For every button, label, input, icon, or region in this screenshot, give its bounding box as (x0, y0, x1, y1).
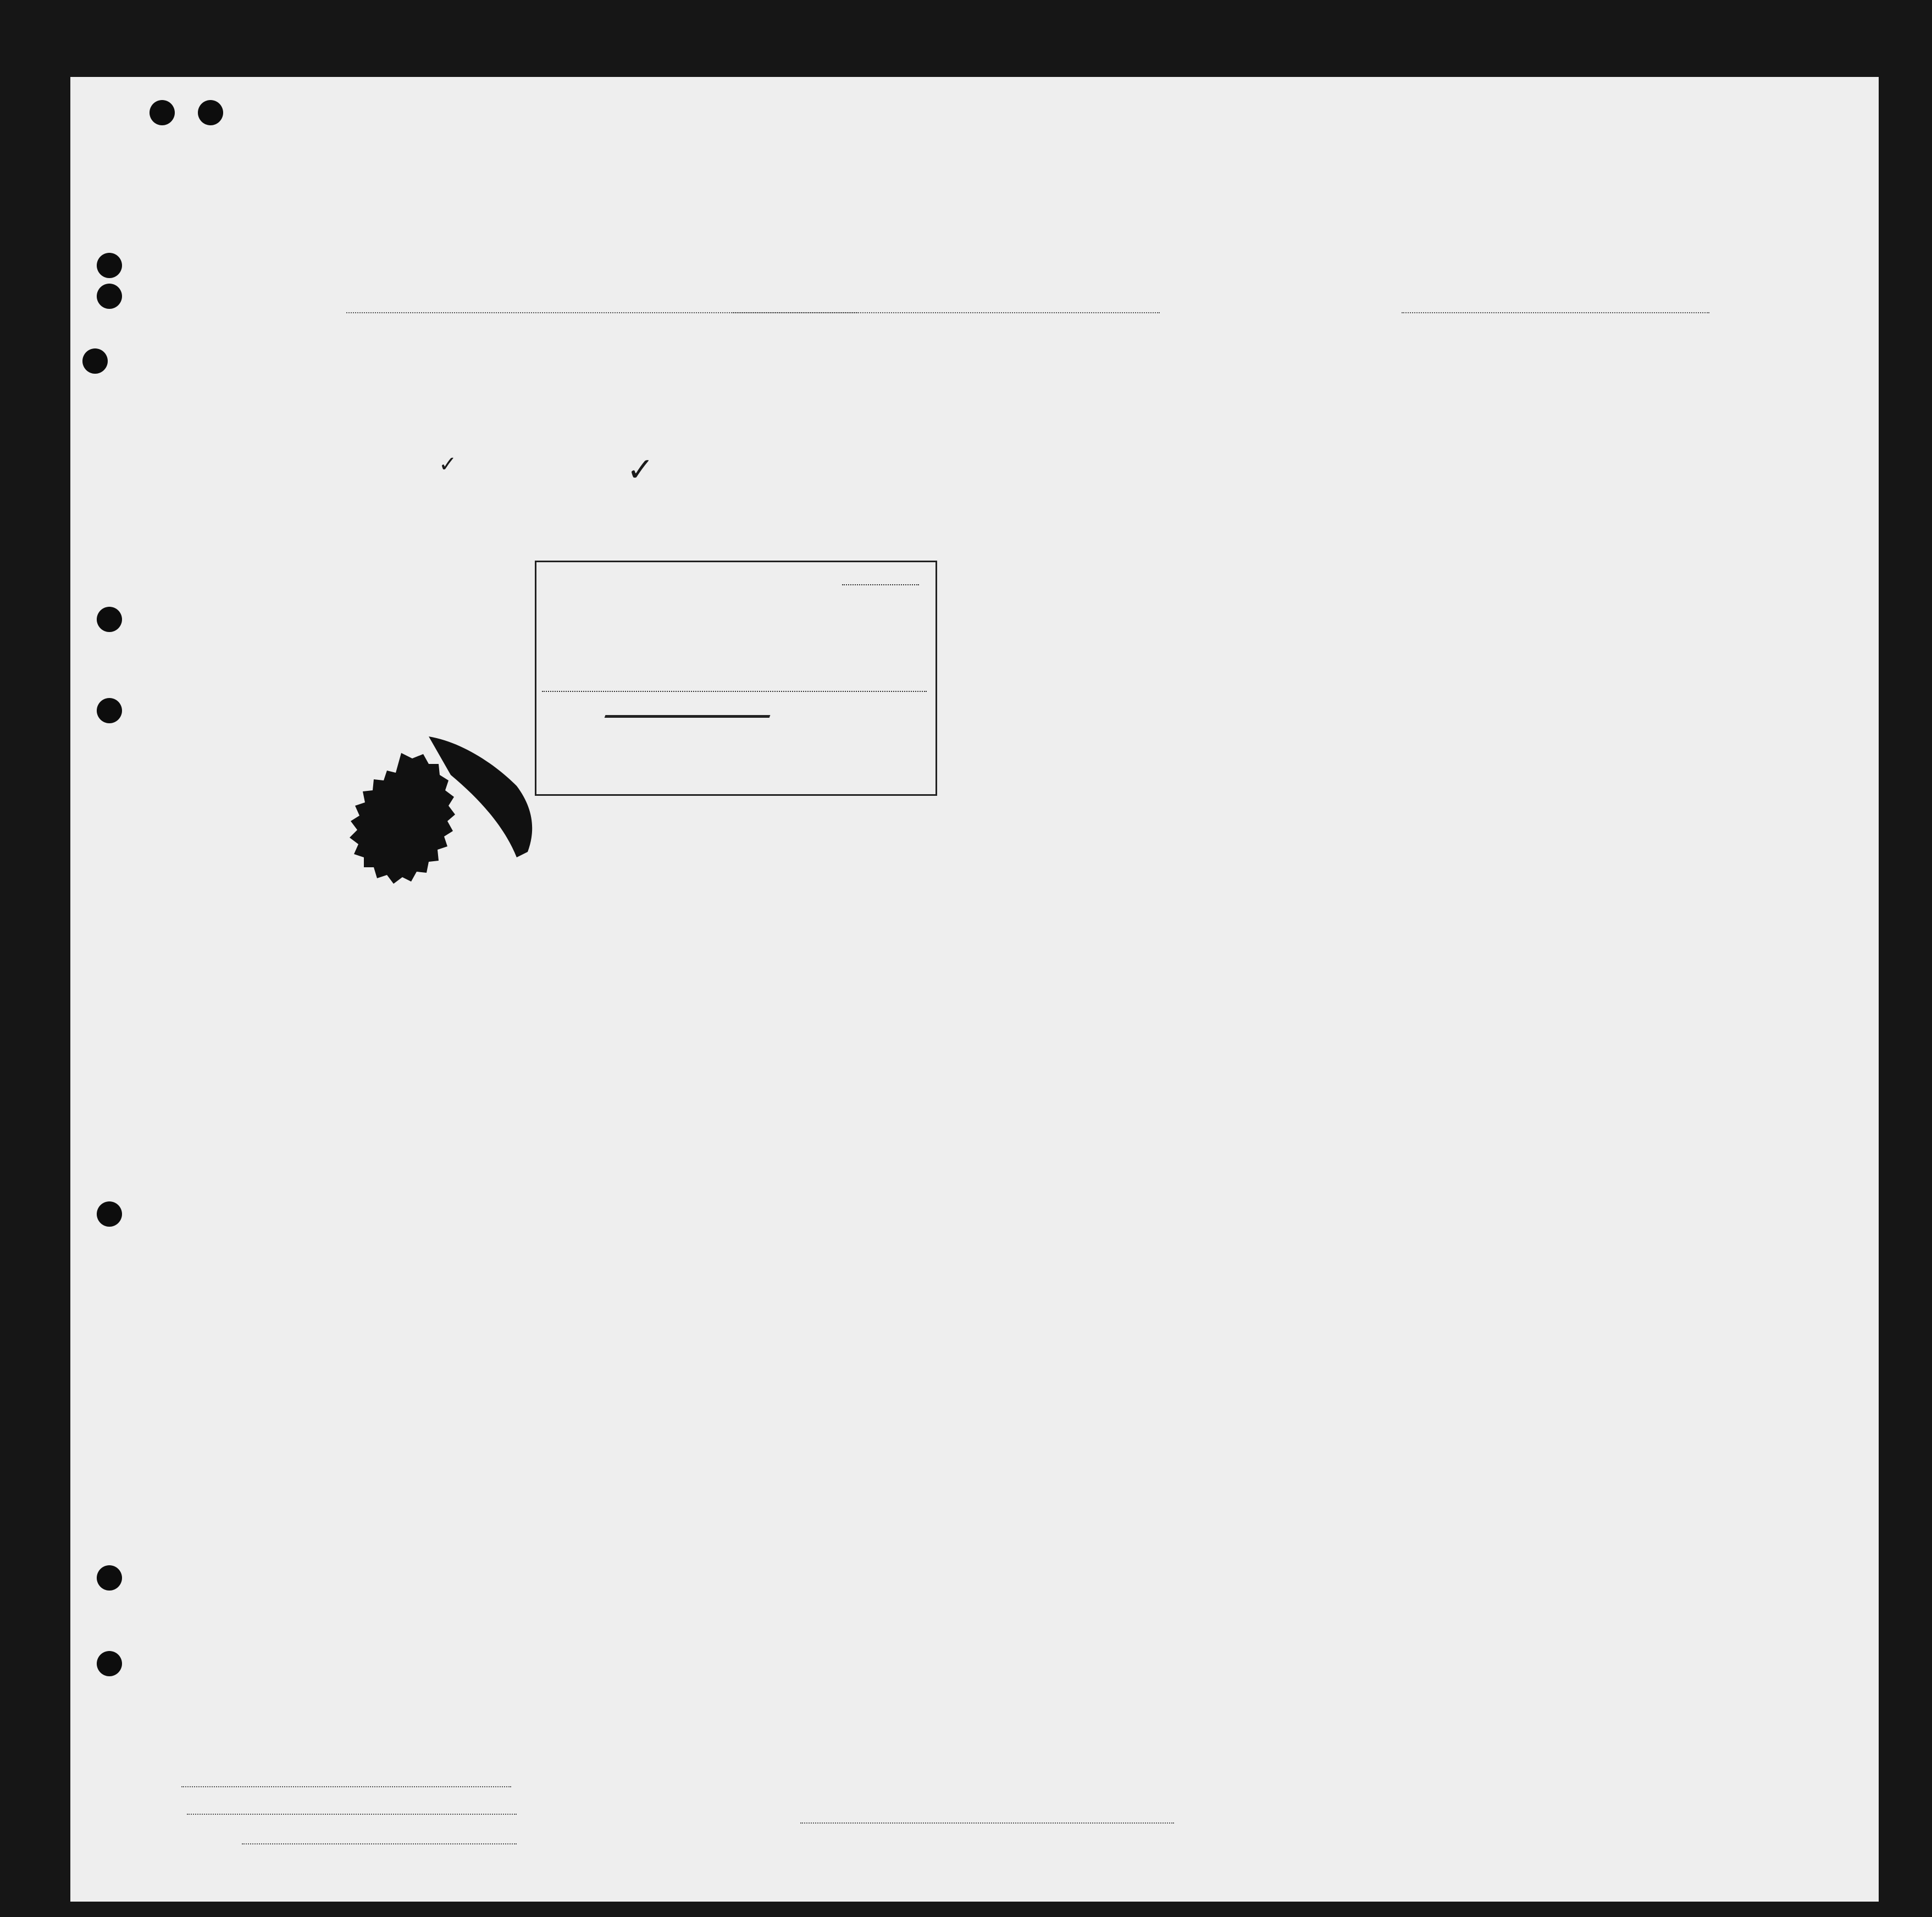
stamp-via-line (542, 691, 927, 692)
footer-owners-rule (187, 1814, 517, 1815)
embossed-seal (319, 720, 550, 940)
check-mark: ✓ (627, 451, 655, 489)
check-mark-small: ✓ (439, 452, 457, 477)
seal-left (350, 753, 455, 884)
stamp-consul-signature (605, 699, 777, 718)
footer-line-rule (181, 1786, 511, 1787)
inspector-rule (800, 1822, 1174, 1824)
consulate-stamp (535, 561, 937, 796)
stamp-no-line (842, 584, 919, 585)
footer-agents-rule (242, 1843, 517, 1844)
